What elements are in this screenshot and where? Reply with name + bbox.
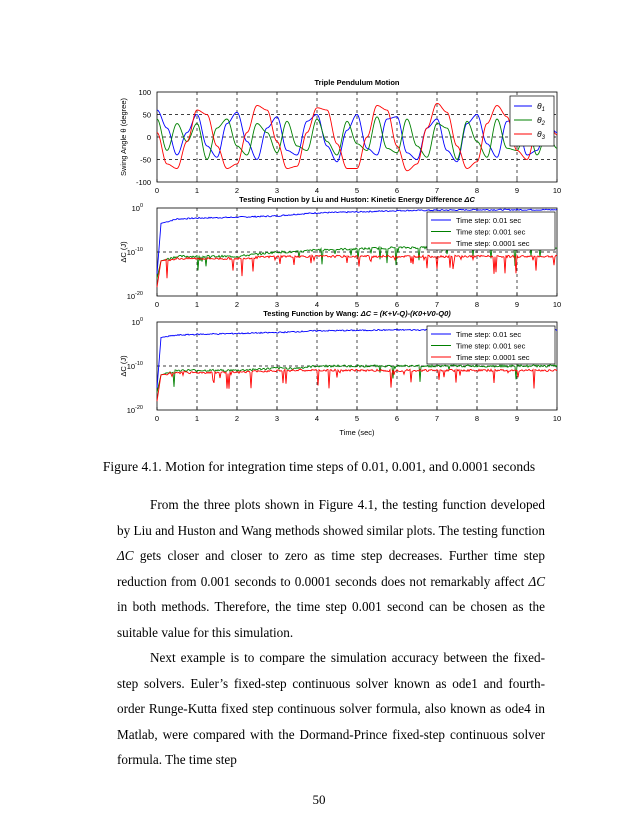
x-tick-label: 8	[474, 414, 480, 423]
legend-label: Time step: 0.01 sec	[456, 330, 522, 339]
chart-title: Triple Pendulum Motion	[314, 78, 400, 87]
p1-text-a: From the three plots shown in Figure 4.1, the testing function developed by Liu and Huston and Wang methods showed similar plots. The testing function	[117, 497, 545, 538]
y-tick-label: $10^0$	[131, 203, 143, 213]
x-tick-label: 10	[552, 414, 562, 423]
legend-label: Time step: 0.001 sec	[456, 227, 526, 237]
x-tick-label: 9	[514, 186, 520, 195]
x-tick-label: 4	[314, 300, 320, 309]
x-tick-label: 8	[474, 300, 480, 309]
y-tick-label: $10^{-10}$	[126, 247, 143, 257]
x-tick-label: 8	[474, 186, 480, 195]
x-tick-label: 2	[234, 300, 240, 309]
x-tick-label: 1	[194, 186, 200, 195]
legend-label: $\theta_2$	[537, 115, 545, 127]
legend-label: $\theta_1$	[537, 101, 545, 113]
p1-text-b: gets closer and closer to zero as time step decreases. Further time step reduction from 0.001 seconds to 0.0001 seconds does not remarkably affect	[117, 548, 545, 589]
p1-text-c: in both methods. Therefore, the time step 0.001 second can be chosen as the suitable value for this simulation.	[117, 599, 545, 640]
x-tick-label: 9	[514, 414, 520, 423]
x-tick-label: 10	[552, 186, 562, 195]
legend-label: Time step: 0.01 sec	[456, 216, 522, 225]
paragraph-2: Next example is to compare the simulation accuracy between the fixed-step solvers. Euler’s fixed-step continuous solver known as ode1 and fourth-order Runge-Kutta fixed step continuous solver formula, also known as ode4 in Matlab, were compared with the Dormand-Prince fixed-step continuous solver formula. The time step	[117, 650, 545, 767]
p1-symbol-1: ΔC	[117, 548, 134, 563]
x-tick-label: 6	[394, 186, 400, 195]
x-tick-label: 3	[274, 186, 280, 195]
x-tick-label: 3	[274, 414, 280, 423]
x-tick-label: 4	[314, 186, 320, 195]
x-tick-label: 7	[434, 414, 440, 423]
y-tick-label: 0	[146, 133, 151, 142]
legend-label: Time step: 0.001 sec	[456, 341, 526, 351]
page-number: 50	[312, 792, 326, 807]
y-tick-label: $10^{-20}$	[126, 291, 143, 301]
x-tick-label: 0	[154, 300, 160, 309]
y-tick-label: $10^0$	[131, 317, 143, 327]
y-axis-label: Swing Angle θ (degree)	[119, 98, 128, 176]
p1-symbol-2: ΔC	[528, 573, 545, 589]
y-tick-label: 50	[142, 110, 151, 120]
y-tick-label: -100	[135, 178, 151, 187]
y-axis-label: ΔC (J)	[119, 241, 128, 263]
chart-panel-1	[157, 92, 557, 182]
paragraph-1	[117, 492, 545, 642]
x-tick-label: 5	[354, 414, 360, 423]
legend-label: Time step: 0.0001 sec	[456, 353, 530, 362]
x-tick-label: 2	[234, 186, 240, 195]
y-tick-label: $10^{-10}$	[126, 361, 143, 371]
y-tick-label: 100	[138, 88, 151, 97]
x-tick-label: 5	[354, 186, 360, 195]
legend-label: Time step: 0.0001 sec	[456, 239, 530, 248]
x-tick-label: 1	[194, 414, 200, 423]
x-tick-label: 4	[314, 414, 320, 423]
x-tick-label: 2	[234, 414, 240, 423]
x-tick-label: 7	[434, 300, 440, 309]
chart-title: Testing Function by Liu and Huston: Kinetic Energy Difference ΔC	[239, 195, 475, 204]
x-tick-label: 7	[434, 186, 440, 195]
figure-caption: Figure 4.1. Motion for integration time steps of 0.01, 0.001, and 0.0001 seconds	[102, 459, 536, 474]
x-tick-label: 6	[394, 300, 400, 309]
x-tick-label: 10	[552, 300, 562, 309]
x-tick-label: 3	[274, 300, 280, 309]
chart-title: Testing Function by Wang: ΔC = (K+V-Q)-(K0+V0-Q0)	[263, 309, 451, 318]
x-tick-label: 0	[154, 186, 160, 195]
x-tick-label: 9	[514, 300, 520, 309]
x-axis-label: Time (sec)	[339, 428, 375, 437]
y-axis-label: ΔC (J)	[119, 355, 128, 377]
x-tick-label: 0	[154, 414, 160, 423]
y-tick-label: -50	[140, 155, 151, 165]
legend-label: $\theta_3$	[537, 129, 545, 141]
x-tick-label: 6	[394, 414, 400, 423]
legend-box	[510, 96, 554, 146]
x-tick-label: 1	[194, 300, 200, 309]
x-tick-label: 5	[354, 300, 360, 309]
y-tick-label: $10^{-20}$	[126, 405, 143, 415]
